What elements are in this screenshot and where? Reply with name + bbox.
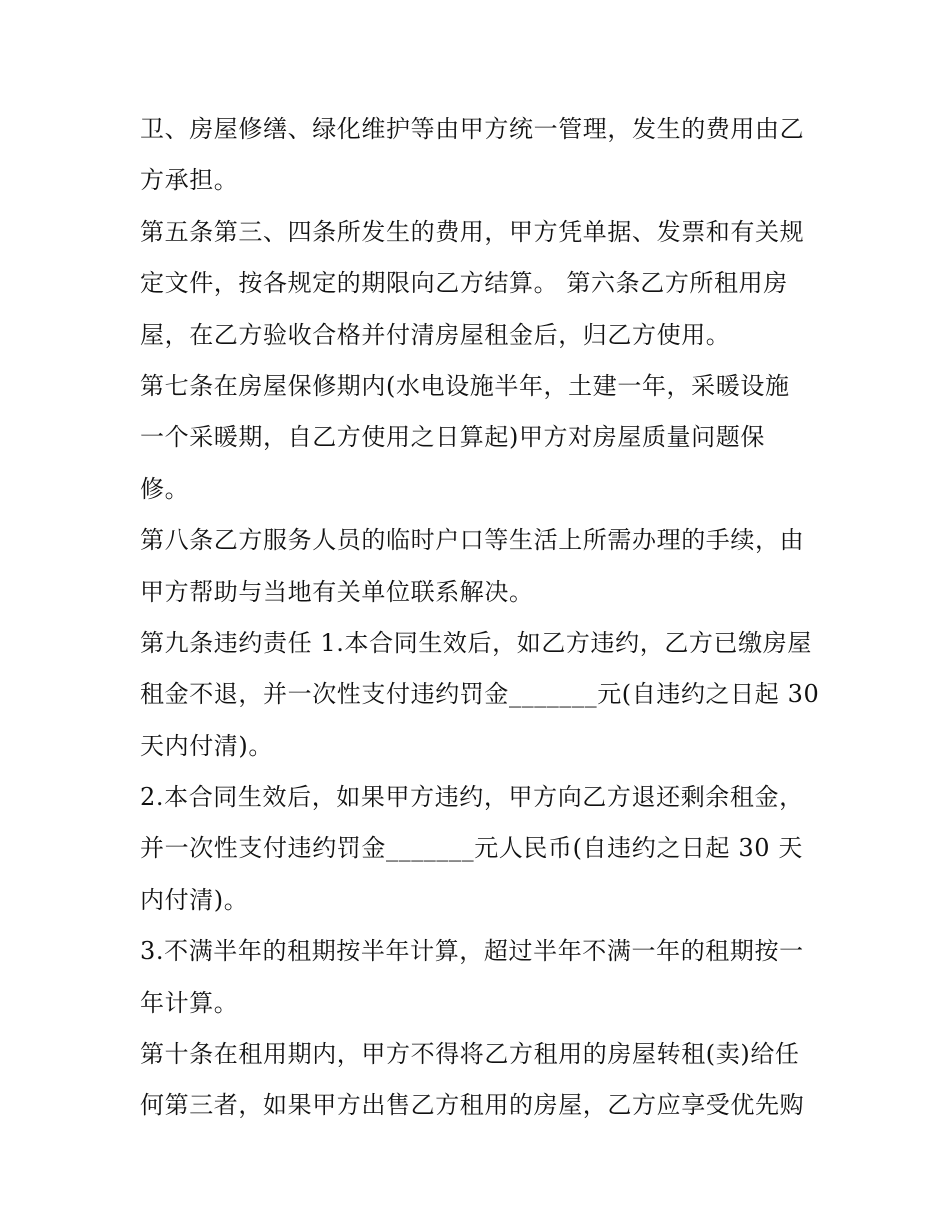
text-line: 第十条在租用期内，甲方不得将乙方租用的房屋转租(卖)给任 [140, 1040, 800, 1069]
text-line: 内付清)。 [140, 885, 249, 914]
text-line: 第九条违约责任 1.本合同生效后，如乙方违约，乙方已缴房屋 [140, 628, 812, 657]
text-line: 方承担。 [140, 166, 239, 195]
text-line: 修。 [140, 474, 190, 503]
text-line: 第八条乙方服务人员的临时户口等生活上所需办理的手续，由 [140, 526, 805, 555]
text-line: 卫、房屋修缮、绿化维护等由甲方统一管理，发生的费用由乙 [140, 115, 805, 143]
text-line: 甲方帮助与当地有关单位联系解决。 [140, 577, 534, 606]
text-line: 屋，在乙方验收合格并付清房屋租金后，归乙方使用。 [140, 320, 731, 349]
text-line: 第七条在房屋保修期内(水电设施半年，土建一年，采暖设施 [140, 371, 790, 400]
text-line: 天内付清)。 [140, 731, 273, 760]
text-line: 第五条第三、四条所发生的费用，甲方凭单据、发票和有关规 [140, 217, 805, 246]
text-line: 2.本合同生效后，如果甲方违约，甲方向乙方退还剩余租金， [140, 783, 804, 812]
contract-body-text [140, 104, 820, 1132]
text-line: 何第三者，如果甲方出售乙方租用的房屋，乙方应享受优先购 [140, 1091, 805, 1120]
text-line: 年计算。 [140, 988, 239, 1017]
text-line: 并一次性支付违约罚金_______元人民币(自违约之日起 30 天 [140, 834, 803, 863]
text-line: 一个采暖期，自乙方使用之日算起)甲方对房屋质量问题保 [140, 423, 765, 452]
text-line: 3.不满半年的租期按半年计算，超过半年不满一年的租期按一 [140, 937, 804, 966]
text-line: 定文件，按各规定的期限向乙方结算。 第六条乙方所租用房 [140, 269, 788, 298]
text-line: 租金不退，并一次性支付违约罚金_______元(自违约之日起 30 [140, 680, 820, 709]
